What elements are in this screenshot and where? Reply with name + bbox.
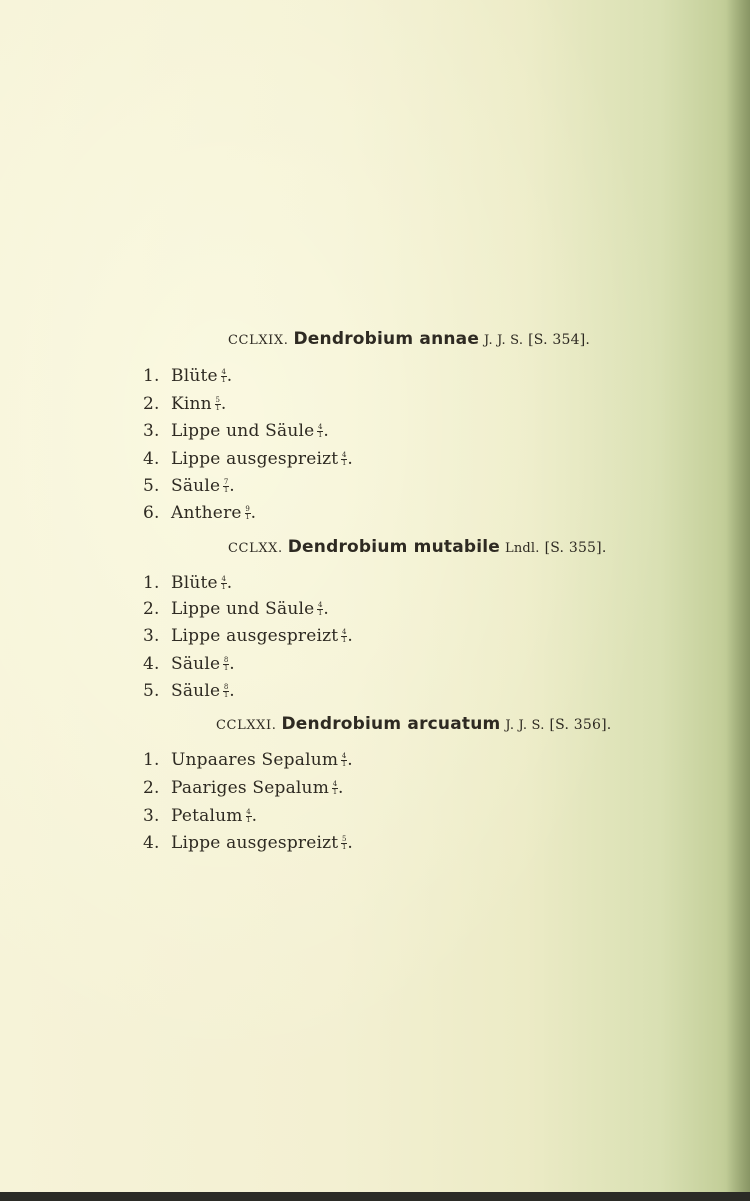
plate-numeral: CCLXIX. xyxy=(228,333,289,348)
figure-item: 1. Unpaares Sepalum $\frac{4}{1}$ . xyxy=(143,750,353,770)
species-author: J. J. S. xyxy=(484,333,524,348)
figure-item: 2. Kinn $\frac{5}{1}$ . xyxy=(143,394,227,414)
figure-number: 5. xyxy=(143,681,160,701)
figure-item: 1. Blüte $\frac{4}{1}$ . xyxy=(143,366,233,386)
figure-number: 4. xyxy=(143,833,160,853)
figure-label: Blüte xyxy=(171,573,218,593)
figure-number: 3. xyxy=(143,626,160,646)
magnification: $\frac{4}{1}$ xyxy=(342,628,347,644)
figure-label: Unpaares Sepalum xyxy=(171,750,339,770)
figure-item: 3. Petalum $\frac{4}{1}$ . xyxy=(143,806,258,826)
figure-item: 5. Säule $\frac{8}{1}$ . xyxy=(143,681,235,701)
magnification: $\frac{4}{1}$ xyxy=(246,808,251,824)
figure-label: Blüte xyxy=(171,366,218,386)
magnification: $\frac{8}{1}$ xyxy=(223,656,229,672)
magnification: $\frac{4}{1}$ xyxy=(318,423,323,439)
figure-number: 1. xyxy=(143,366,160,386)
magnification: $\frac{4}{1}$ xyxy=(221,368,227,384)
figure-label: Petalum xyxy=(171,806,243,826)
figure-item: 2. Paariges Sepalum $\frac{4}{1}$ . xyxy=(143,778,344,798)
magnification: $\frac{7}{1}$ xyxy=(223,478,229,494)
figure-label: Lippe und Säule xyxy=(171,421,315,441)
magnification: $\frac{4}{1}$ xyxy=(341,752,347,768)
figure-label: Säule xyxy=(171,476,221,496)
figure-number: 5. xyxy=(143,476,160,496)
section-heading xyxy=(216,714,611,734)
figure-label: Lippe und Säule xyxy=(171,599,315,619)
figure-label: Kinn xyxy=(171,394,212,414)
species-author: J. J. S. xyxy=(505,718,545,733)
plate-numeral: CCLXX. xyxy=(228,541,283,556)
figure-item: 4. Lippe ausgespreizt $\frac{4}{1}$ . xyxy=(143,449,353,469)
page-reference: [S. 356]. xyxy=(549,717,612,733)
species-name: Dendrobium mutabile xyxy=(287,537,501,557)
figure-number: 3. xyxy=(143,421,160,441)
page-reference: [S. 355]. xyxy=(544,540,607,556)
section-heading xyxy=(228,537,606,557)
figure-number: 1. xyxy=(143,573,160,593)
magnification: $\frac{4}{1}$ xyxy=(318,601,323,617)
figure-label: Anthere xyxy=(171,503,242,523)
magnification: $\frac{5}{1}$ xyxy=(215,396,221,412)
species-author: Lndl. xyxy=(505,541,540,556)
figure-item: 4. Lippe ausgespreizt $\frac{5}{1}$ . xyxy=(143,833,353,853)
figure-label: Lippe ausgespreizt xyxy=(171,449,339,469)
figure-number: 4. xyxy=(143,449,160,469)
figure-item: 6. Anthere $\frac{9}{1}$ . xyxy=(143,503,257,523)
figure-label: Lippe ausgespreizt xyxy=(171,833,339,853)
figure-label: Säule xyxy=(171,681,221,701)
figure-number: 6. xyxy=(143,503,160,523)
magnification: $\frac{9}{1}$ xyxy=(245,505,250,521)
page-reference: [S. 354]. xyxy=(528,332,591,348)
figure-number: 1. xyxy=(143,750,160,770)
figure-item: 4. Säule $\frac{8}{1}$ . xyxy=(143,654,235,674)
section-heading xyxy=(228,329,590,349)
figure-item: 3. Lippe und Säule $\frac{4}{1}$ . xyxy=(143,421,329,441)
magnification: $\frac{5}{1}$ xyxy=(342,835,347,851)
figure-number: 2. xyxy=(143,778,160,798)
magnification: $\frac{4}{1}$ xyxy=(342,451,347,467)
figure-label: Säule xyxy=(171,654,221,674)
figure-item: 3. Lippe ausgespreizt $\frac{4}{1}$ . xyxy=(143,626,353,646)
plate-numeral: CCLXXI. xyxy=(216,718,277,733)
species-name: Dendrobium annae xyxy=(293,329,480,349)
figure-number: 2. xyxy=(143,599,160,619)
magnification: $\frac{4}{1}$ xyxy=(332,780,338,796)
figure-label: Paariges Sepalum xyxy=(171,778,330,798)
figure-item: 1. Blüte $\frac{4}{1}$ . xyxy=(143,573,233,593)
magnification: $\frac{8}{1}$ xyxy=(223,683,229,699)
page-edge-shadow xyxy=(726,0,750,1201)
figure-item: 5. Säule $\frac{7}{1}$ . xyxy=(143,476,235,496)
figure-number: 2. xyxy=(143,394,160,414)
figure-number: 3. xyxy=(143,806,160,826)
magnification: $\frac{4}{1}$ xyxy=(221,575,227,591)
figure-number: 4. xyxy=(143,654,160,674)
figure-label: Lippe ausgespreizt xyxy=(171,626,339,646)
figure-item: 2. Lippe und Säule $\frac{4}{1}$ . xyxy=(143,599,329,619)
scan-border xyxy=(0,1192,750,1201)
species-name: Dendrobium arcuatum xyxy=(281,714,501,734)
